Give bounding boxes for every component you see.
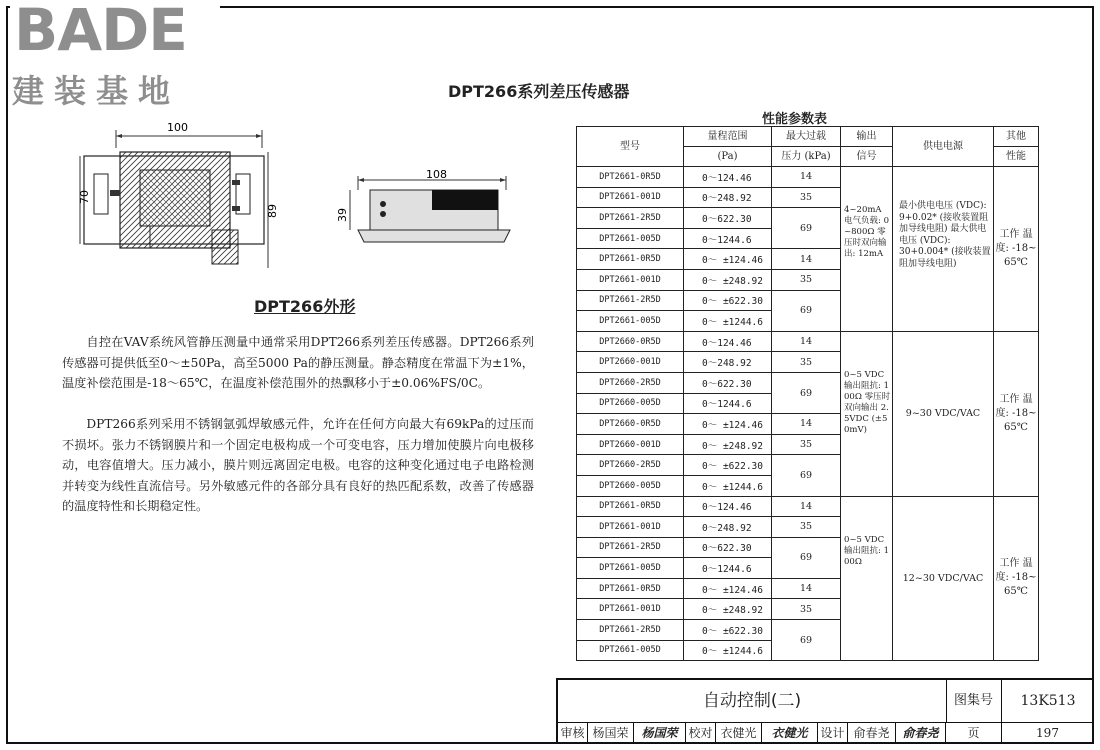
cell-model: DPT2660-005D: [577, 393, 684, 414]
cell-overpressure: 69: [772, 290, 841, 331]
logo-brand: BADE: [14, 0, 187, 64]
front-view: [80, 130, 268, 268]
cell-range: 0～ ±1244.6: [684, 640, 772, 661]
dim-side-width: 108: [426, 168, 447, 181]
cell-overpressure: 14: [772, 578, 841, 599]
cell-range: 0～ ±622.30: [684, 620, 772, 641]
cell-overpressure: 14: [772, 414, 841, 435]
cell-range: 0～622.30: [684, 537, 772, 558]
header-other-line2: 性能: [994, 147, 1039, 167]
cell-model: DPT2660-0R5D: [577, 414, 684, 435]
cell-overpressure: 69: [772, 208, 841, 249]
cell-model: DPT2661-2R5D: [577, 620, 684, 641]
table-row: [577, 331, 1039, 352]
cell-range: 0～ ±622.30: [684, 455, 772, 476]
dim-height-left: 70: [78, 190, 91, 204]
description-paragraph-1: 自控在VAV系统风管静压测量中通常采用DPT266系列差压传感器。DPT266系列传感器可提供低至0～±50Pa，高至5000 Pa的静压测量。静态精度在常温下为±1%，温度补偿范围是-18～65℃，在温度补偿范围外的热飘移小于±0.06%FS/0C。: [62, 335, 534, 390]
cell-model: DPT2660-2R5D: [577, 455, 684, 476]
dim-height-right: 89: [266, 204, 279, 218]
cell-other: 工作 温度: -18~ 65℃: [994, 167, 1039, 332]
design-name: 俞春尧: [848, 722, 896, 744]
cell-model: DPT2660-001D: [577, 434, 684, 455]
table-title: 性能参数表: [762, 112, 828, 127]
cell-model: DPT2660-2R5D: [577, 372, 684, 393]
header-output-line1: 输出: [841, 127, 893, 147]
check-label: 校对: [686, 722, 716, 744]
cell-power: 12~30 VDC/VAC: [893, 496, 994, 661]
cell-other: 工作 温度: -18~ 65℃: [994, 496, 1039, 661]
review-label: 审核: [558, 722, 588, 744]
cell-model: DPT2661-001D: [577, 269, 684, 290]
cell-model: DPT2661-005D: [577, 640, 684, 661]
cell-overpressure: 35: [772, 352, 841, 373]
cell-model: DPT2661-2R5D: [577, 537, 684, 558]
cell-overpressure: 69: [772, 620, 841, 661]
cell-range: 0～1244.6: [684, 393, 772, 414]
cell-range: 0～ ±248.92: [684, 434, 772, 455]
cell-power: 最小供电电压 (VDC): 9+0.02* (接收装置阻加导线电阻) 最大供电电压 (VDC): 30+0.004* (接收装置阻加导线电阻): [893, 167, 994, 332]
cell-range: 0～ ±248.92: [684, 599, 772, 620]
header-model: 型号: [577, 127, 684, 167]
cell-overpressure: 35: [772, 517, 841, 538]
cell-output-signal: 4~20mA 电气负载: 0~800Ω 零压时双向输出: 12mA: [841, 167, 893, 332]
atlas-label: 图集号: [946, 680, 1002, 722]
cell-model: DPT2661-0R5D: [577, 167, 684, 188]
cell-overpressure: 69: [772, 372, 841, 413]
cell-overpressure: 69: [772, 537, 841, 578]
header-output-line2: 信号: [841, 147, 893, 167]
cell-model: DPT2661-0R5D: [577, 249, 684, 270]
cell-range: 0～1244.6: [684, 228, 772, 249]
cell-range: 0～ ±622.30: [684, 290, 772, 311]
description-paragraph-2: DPT266系列采用不锈钢氩弧焊敏感元件，允许在任何方向最大有69kPa的过压而不损坏。张力不锈钢膜片和一个固定电极构成一个可变电容，压力增加使膜片向电极移动，电容值增大。压力减小，膜片则远离固定电极。电容的这种变化通过电子电路检测并转变为线性直流信号。另外敏感元件的各部分具有良好的热匹配系数，改善了传感器的温度特性和长期稳定性。: [62, 417, 534, 513]
cell-range: 0～ ±124.46: [684, 249, 772, 270]
cell-overpressure: 14: [772, 167, 841, 188]
cell-other: 工作 温度: -18~ 65℃: [994, 331, 1039, 496]
cell-output-signal: 0~5 VDC 输出阻抗: 100Ω: [841, 496, 893, 661]
cell-range: 0～622.30: [684, 208, 772, 229]
cell-model: DPT2661-2R5D: [577, 290, 684, 311]
design-label: 设计: [818, 722, 848, 744]
title-block: [556, 678, 1093, 744]
cell-model: DPT2661-005D: [577, 311, 684, 332]
cell-overpressure: 35: [772, 434, 841, 455]
dim-width: 100: [167, 121, 188, 134]
cell-overpressure: 35: [772, 269, 841, 290]
cell-model: DPT2661-005D: [577, 228, 684, 249]
cell-range: 0～ ±1244.6: [684, 311, 772, 332]
cell-model: DPT2660-005D: [577, 475, 684, 496]
cell-range: 0～124.46: [684, 496, 772, 517]
cell-overpressure: 14: [772, 331, 841, 352]
header-range-line2: (Pa): [684, 147, 772, 167]
cell-model: DPT2661-001D: [577, 517, 684, 538]
check-signature: 衣健光: [762, 722, 818, 744]
cell-range: 0～248.92: [684, 517, 772, 538]
cell-range: 0～1244.6: [684, 558, 772, 579]
outline-drawing: [70, 118, 530, 288]
cell-power: 9~30 VDC/VAC: [893, 331, 994, 496]
cell-range: 0～622.30: [684, 372, 772, 393]
cell-overpressure: 35: [772, 599, 841, 620]
cell-overpressure: 14: [772, 249, 841, 270]
check-name: 衣健光: [716, 722, 762, 744]
cell-model: DPT2660-001D: [577, 352, 684, 373]
review-signature: 杨国荣: [634, 722, 686, 744]
cell-model: DPT2661-0R5D: [577, 496, 684, 517]
cell-overpressure: 35: [772, 187, 841, 208]
header-range-line1: 量程范围: [684, 127, 772, 147]
header-overpressure-line2: 压力 (kPa): [772, 147, 841, 167]
logo-subtitle: 建装基地: [12, 72, 181, 110]
brand-logo: [10, 2, 220, 110]
cell-overpressure: 14: [772, 496, 841, 517]
header-other-line1: 其他: [994, 127, 1039, 147]
outline-title: DPT266外形: [254, 297, 356, 316]
cell-model: DPT2661-0R5D: [577, 578, 684, 599]
header-overpressure-line1: 最大过载: [772, 127, 841, 147]
performance-table: [576, 126, 1039, 661]
cell-overpressure: 69: [772, 455, 841, 496]
cell-range: 0～248.92: [684, 352, 772, 373]
cell-output-signal: 0~5 VDC 输出阻抗: 100Ω 零压时双向输出 2.5VDC (±50mV): [841, 331, 893, 496]
cell-range: 0～248.92: [684, 187, 772, 208]
header-power: 供电电源: [893, 127, 994, 167]
cell-range: 0～ ±124.46: [684, 578, 772, 599]
table-row: [577, 167, 1039, 188]
cell-model: DPT2661-001D: [577, 187, 684, 208]
cell-model: DPT2660-0R5D: [577, 331, 684, 352]
review-name: 杨国荣: [588, 722, 634, 744]
cell-range: 0～ ±248.92: [684, 269, 772, 290]
page-number: 197: [1036, 726, 1059, 740]
cell-range: 0～ ±124.46: [684, 414, 772, 435]
atlas-number: 13K513: [1020, 693, 1076, 709]
cell-model: DPT2661-005D: [577, 558, 684, 579]
cell-range: 0～124.46: [684, 331, 772, 352]
cell-range: 0～ ±1244.6: [684, 475, 772, 496]
drawing-title: 自动控制(二): [558, 680, 947, 722]
table-row: [577, 496, 1039, 517]
cell-range: 0～124.46: [684, 167, 772, 188]
design-signature: 俞春尧: [896, 722, 946, 744]
cell-model: DPT2661-2R5D: [577, 208, 684, 229]
page-title: DPT266系列差压传感器: [448, 82, 630, 101]
page-label: 页: [946, 722, 1002, 744]
dim-side-height: 39: [336, 208, 349, 222]
side-view: [350, 176, 510, 242]
cell-model: DPT2661-001D: [577, 599, 684, 620]
